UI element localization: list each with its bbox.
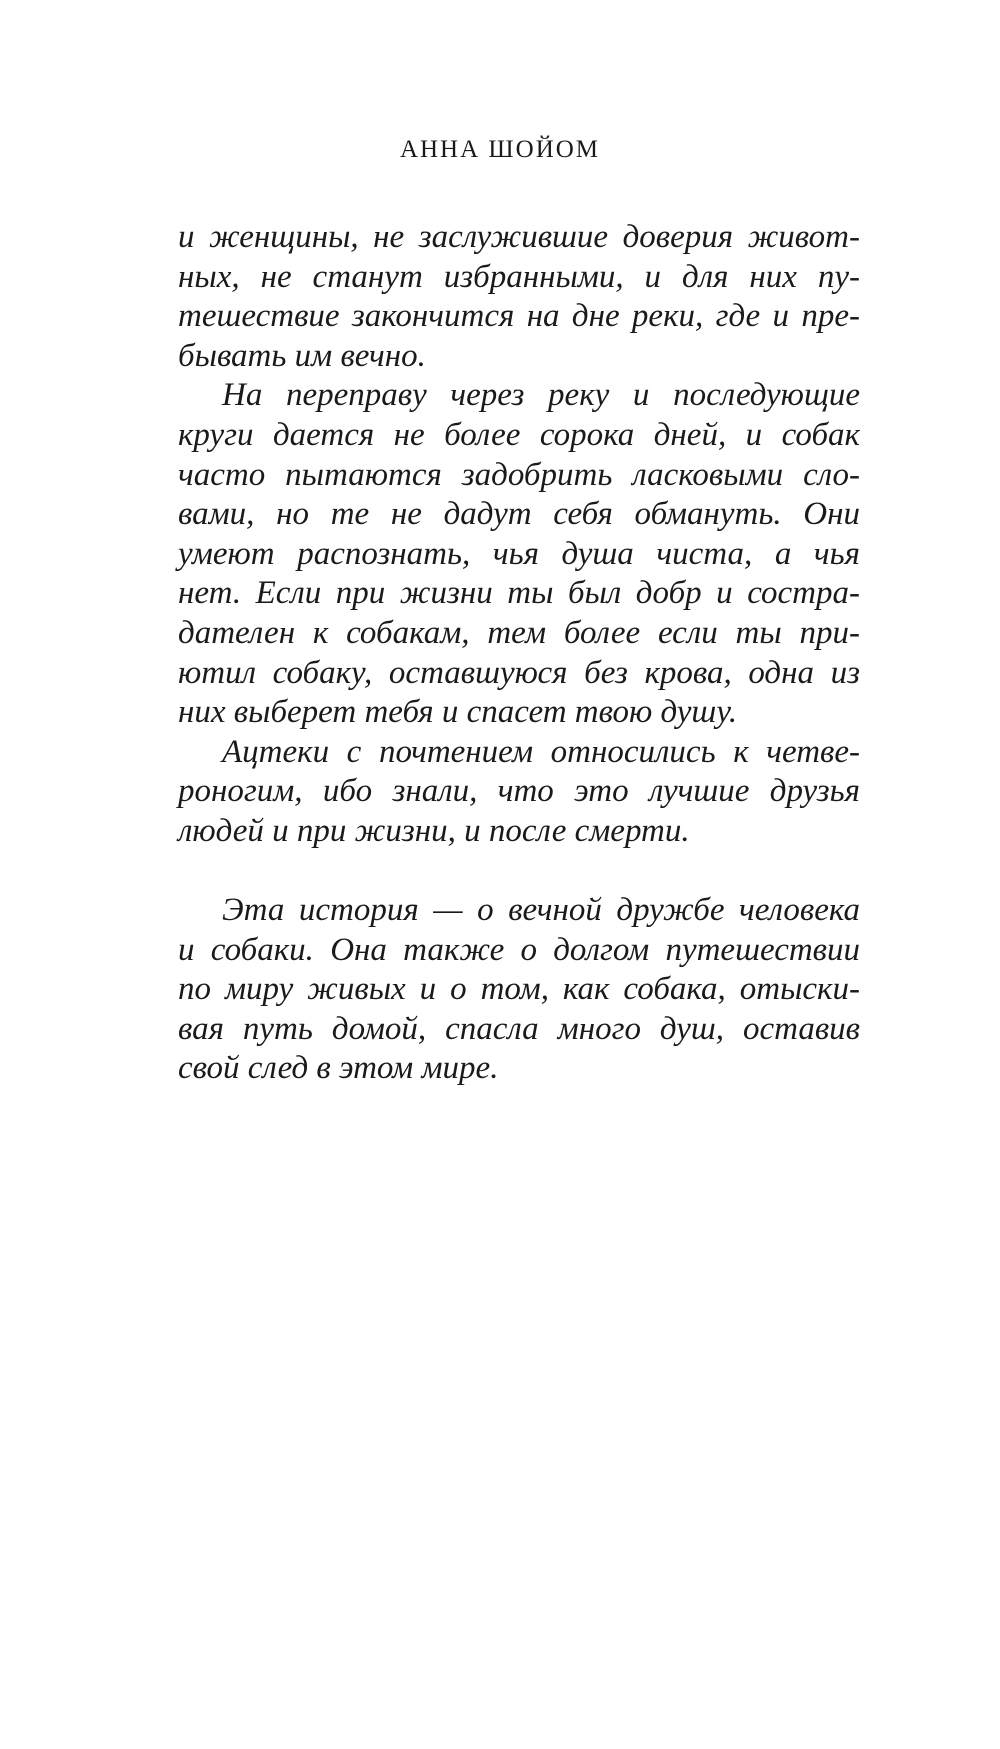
text-line: круги дается не более сорока дней, и собак [178, 416, 860, 453]
text-line: свой след в этом мире. [178, 1050, 499, 1087]
text-line: ных, не станут избранными, и для них пу- [178, 258, 860, 295]
text-line: часто пытаются задобрить ласковыми сло- [178, 456, 860, 493]
text-line: Эта история — о вечной дружбе человека [222, 892, 860, 929]
text-line: бывать им вечно. [178, 337, 426, 374]
text-line: роногим, ибо знали, что это лучшие друзья [178, 773, 860, 810]
text-line: На переправу через реку и последующие [222, 377, 860, 414]
text-line: вами, но те не дадут себя обмануть. Они [178, 496, 860, 533]
paragraph [178, 733, 860, 852]
text-line: нет. Если при жизни ты был добр и состра- [178, 575, 860, 612]
text-line: вая путь домой, спасла много душ, оставив [178, 1010, 860, 1047]
text-line: людей и при жизни, и после смерти. [178, 812, 690, 849]
text-line: дателен к собакам, тем более если ты при- [178, 614, 860, 651]
paragraph [178, 891, 860, 1089]
text-line: Ацтеки с почтением относились к четве- [222, 733, 860, 770]
paragraph [178, 376, 860, 732]
text-line: и женщины, не заслужившие доверия живот- [178, 219, 860, 255]
running-head: АННА ШОЙОМ [399, 136, 601, 163]
paragraph [178, 218, 860, 376]
text-line: умеют распознать, чья душа чиста, а чья [178, 535, 860, 572]
text-line: ютил собаку, оставшуюся без крова, одна из [178, 654, 860, 691]
text-line: и собаки. Она также о долгом путешествии [178, 931, 860, 968]
body-text [178, 218, 860, 1089]
text-line: по миру живых и о том, как собака, отыски- [178, 971, 860, 1008]
section-break [178, 852, 860, 892]
text-line: них выберет тебя и спасет твою душу. [178, 694, 738, 731]
text-line: тешествие закончится на дне реки, где и пре- [178, 298, 860, 335]
